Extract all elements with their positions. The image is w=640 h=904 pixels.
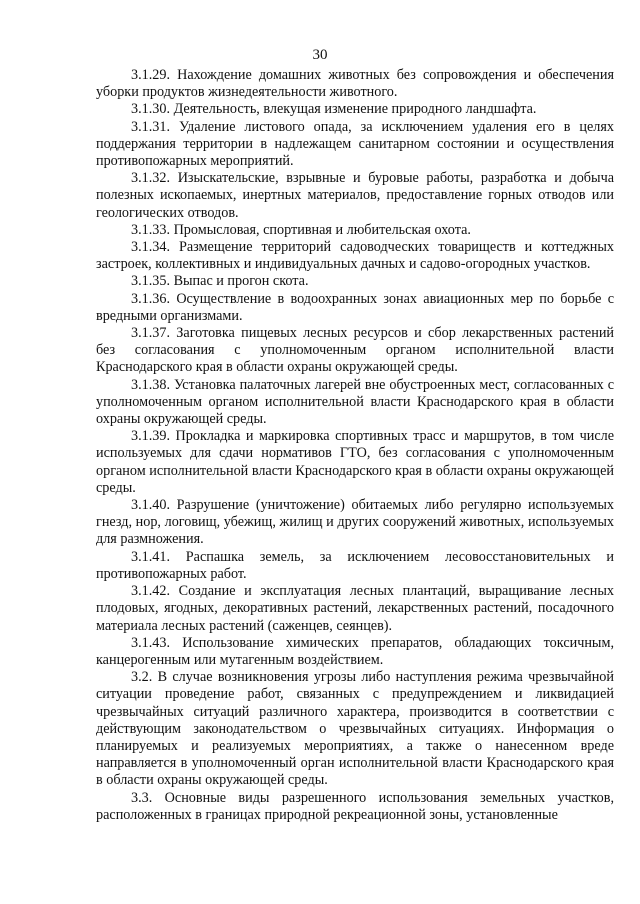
paragraph-3-1-35 xyxy=(96,273,614,290)
paragraph-text: Нахождение домашних животных без сопровождения и обеспечения уборки продуктов жизнедеятельности животного. xyxy=(96,67,615,101)
paragraph-text: Деятельность, влекущая изменение природного ландшафта. xyxy=(173,101,537,118)
paragraph-number: 3.1.42. xyxy=(131,583,171,600)
paragraph-3-1-32 xyxy=(96,170,614,222)
paragraph-number: 3.1.43. xyxy=(131,634,171,651)
paragraph-text: Размещение территорий садоводческих товариществ и коттеджных застроек, коллективных и индивидуальных дачных и садово-огородных участков. xyxy=(96,239,614,273)
paragraph-3-1-29 xyxy=(96,67,614,101)
paragraph-3-1-39 xyxy=(96,428,614,497)
paragraph-3-1-33 xyxy=(96,222,614,239)
paragraph-number: 3.1.34. xyxy=(131,239,171,256)
paragraph-number: 3.1.31. xyxy=(131,118,171,135)
paragraph-text: Осуществление в водоохранных зонах авиационных мер по борьбе с вредными организмами. xyxy=(96,290,615,324)
paragraph-number: 3.3. xyxy=(131,789,153,806)
document-body xyxy=(96,67,614,824)
paragraph-text: В случае возникновения угрозы либо наступления режима чрезвычайной ситуации проведение работ, связанных с предупреждением и ликвидацией чрезвычайных ситуаций различного характера, производится в соответствии с действующим законодательством о чрезвычайных ситуациях. Информация о планируемых и реализуемых мероприятиях, а также о нанесенном вреде направляется в уполномоченный орган исполнительной власти Краснодарского края в области охраны окружающей среды. xyxy=(96,669,614,789)
paragraph-text: Использование химических препаратов, обладающих токсичным, канцерогенным или мутагенным воздействием. xyxy=(96,634,614,668)
paragraph-text: Прокладка и маркировка спортивных трасс и маршрутов, в том числе используемых для сдачи нормативов ГТО, без согласования с уполномоченным органом исполнительной власти Краснодарского края в области охраны окружающей среды. xyxy=(96,428,615,496)
paragraph-3-1-30 xyxy=(96,101,614,118)
paragraph-number: 3.1.38. xyxy=(131,376,171,393)
paragraph-text: Заготовка пищевых лесных ресурсов и сбор лекарственных растений без согласования с уполномоченным органом исполнительной власти Краснодарского края в области охраны окружающей среды. xyxy=(96,325,615,376)
paragraph-3-1-37 xyxy=(96,325,614,377)
paragraph-number: 3.1.36. xyxy=(131,290,171,307)
paragraph-3-1-31 xyxy=(96,119,614,171)
paragraph-3-1-34 xyxy=(96,239,614,273)
paragraph-text: Основные виды разрешенного использования земельных участков, расположенных в границах природной рекреационной зоны, установленные xyxy=(96,789,614,823)
paragraph-text: Промысловая, спортивная и любительская охота. xyxy=(173,221,471,238)
page-number: 30 xyxy=(312,47,328,63)
paragraph-number: 3.2. xyxy=(131,669,153,686)
paragraph-number: 3.1.39. xyxy=(131,428,171,445)
paragraph-text: Распашка земель, за исключением лесовосстановительных и противопожарных работ. xyxy=(96,548,614,582)
paragraph-3-1-43 xyxy=(96,635,614,669)
paragraph-text: Изыскательские, взрывные и буровые работы, разработка и добыча полезных ископаемых, инертных материалов, предоставление горных отводов или геологических отводов. xyxy=(96,170,614,221)
paragraph-number: 3.1.37. xyxy=(131,325,171,342)
paragraph-text: Установка палаточных лагерей вне обустроенных мест, согласованных с уполномоченным органом исполнительной власти Краснодарского края в области охраны окружающей среды. xyxy=(96,376,615,428)
paragraph-3-3 xyxy=(96,790,614,824)
paragraph-number: 3.1.29. xyxy=(131,67,171,83)
paragraph-number: 3.1.30. xyxy=(131,101,171,118)
paragraph-number: 3.1.40. xyxy=(131,497,171,514)
paragraph-3-1-41 xyxy=(96,549,614,583)
paragraph-number: 3.1.41. xyxy=(131,548,171,565)
paragraph-3-1-38 xyxy=(96,377,614,429)
paragraph-text: Разрушение (уничтожение) обитаемых либо регулярно используемых гнезд, нор, логовищ, убежищ, жилищ и других сооружений животных, используемых для размножения. xyxy=(96,497,614,548)
paragraph-number: 3.1.35. xyxy=(131,273,171,290)
paragraph-3-1-42 xyxy=(96,583,614,635)
paragraph-number: 3.1.32. xyxy=(131,170,171,187)
paragraph-text: Выпас и прогон скота. xyxy=(173,273,309,290)
paragraph-number: 3.1.33. xyxy=(131,221,171,238)
paragraph-text: Создание и эксплуатация лесных плантаций, выращивание лесных плодовых, ягодных, декоративных растений, лекарственных растений, посадочного материала лесных растений (саженцев, сеянцев). xyxy=(96,583,615,634)
paragraph-3-1-36 xyxy=(96,291,614,325)
paragraph-3-1-40 xyxy=(96,497,614,549)
paragraph-text: Удаление листового опада, за исключением удаления его в целях поддержания территории в надлежащем санитарном состоянии и осуществления противопожарных мероприятий. xyxy=(96,118,615,170)
paragraph-3-2 xyxy=(96,669,614,789)
